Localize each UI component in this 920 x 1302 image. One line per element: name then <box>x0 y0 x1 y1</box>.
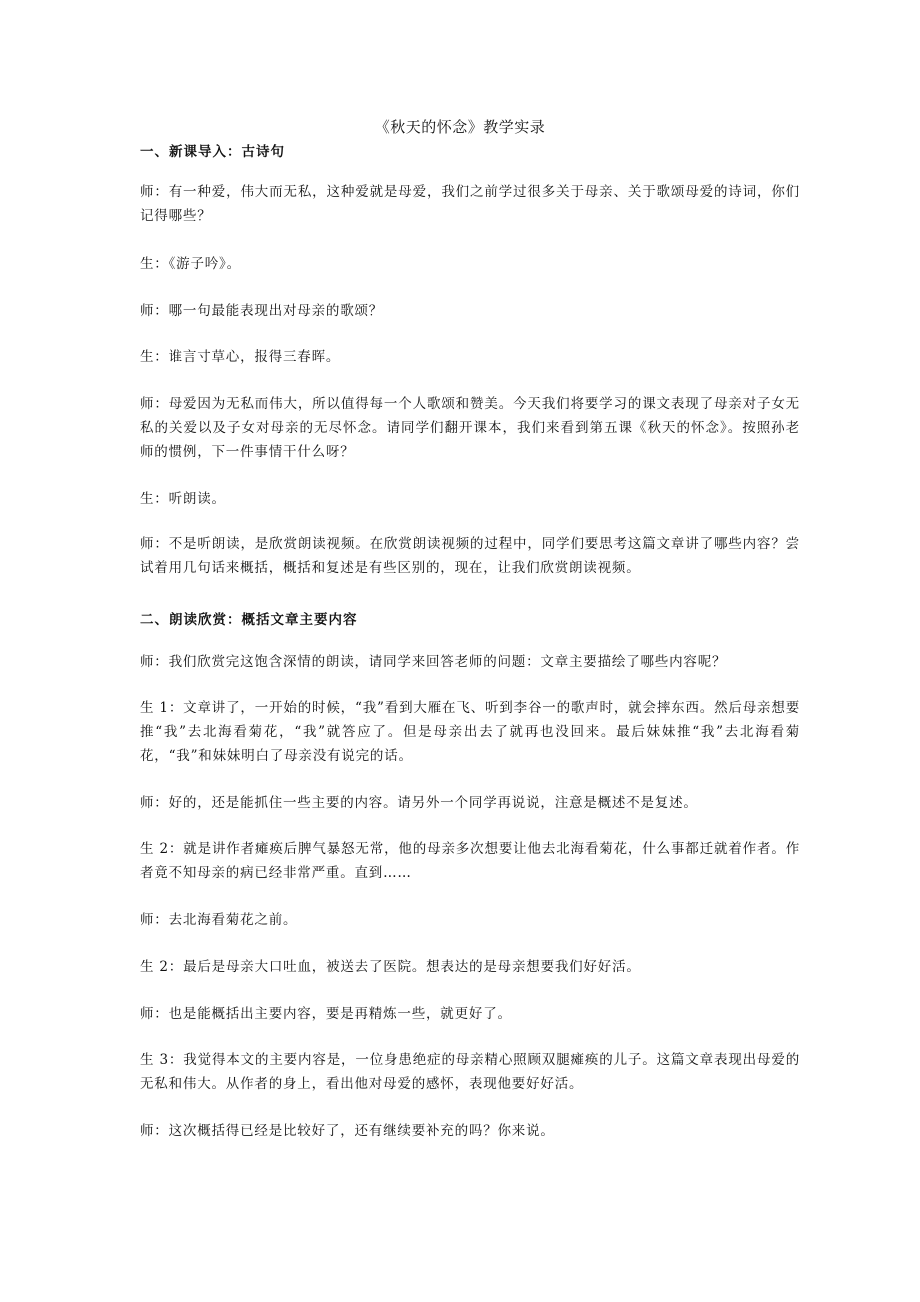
dialogue-paragraph: 生：谁言寸草心，报得三春晖。 <box>140 349 341 365</box>
dialogue-paragraph: 师：哪一句最能表现出对母亲的歌颂？ <box>140 303 384 319</box>
dialogue-paragraph: 生 1：文章讲了，一开始的时候，“我”看到大雁在飞、听到李谷一的歌声时，就会摔东西。然后母亲想要推“我”去北海看菊花，“我”就答应了。但是母亲出去了就再也没回来。最后妹妹推“我”去北海看菊花，“我”和妹妹明白了母亲没有说完的话。 <box>140 700 800 764</box>
page-title: 《秋天的怀念》教学实录 <box>374 118 546 136</box>
dialogue-paragraph: 生：《游子吟》。 <box>140 256 241 272</box>
section-heading-reading: 二、朗读欣赏：概括文章主要内容 <box>140 612 358 628</box>
dialogue-paragraph: 生 3：我觉得本文的主要内容是，一位身患绝症的母亲精心照顾双腿瘫痪的儿子。这篇文章表现出母爱的无私和伟大。从作者的身上，看出他对母爱的感怀，表现他要好好活。 <box>140 1052 800 1092</box>
dialogue-paragraph: 生 2：就是讲作者瘫痪后脾气暴怒无常，他的母亲多次想要让他去北海看菊花，什么事都迁就着作者。作者竟不知母亲的病已经非常严重。直到…… <box>140 841 800 881</box>
dialogue-paragraph: 生：听朗读。 <box>140 491 226 507</box>
dialogue-paragraph: 师：去北海看菊花之前。 <box>140 912 298 928</box>
dialogue-paragraph: 师：有一种爱，伟大而无私，这种爱就是母爱，我们之前学过很多关于母亲、关于歌颂母爱的诗词，你们记得哪些？ <box>140 184 800 224</box>
dialogue-paragraph: 师：不是听朗读，是欣赏朗读视频。在欣赏朗读视频的过程中，同学们要思考这篇文章讲了哪些内容？尝试着用几句话来概括，概括和复述是有些区别的，现在，让我们欣赏朗读视频。 <box>140 536 800 576</box>
dialogue-paragraph: 师：母爱因为无私而伟大，所以值得每一个人歌颂和赞美。今天我们将要学习的课文表现了母亲对子女无私的关爱以及子女对母亲的无尽怀念。请同学们翻开课本，我们来看到第五课《秋天的怀念》。按照孙老师的惯例，下一件事情干什么呀？ <box>140 396 800 460</box>
dialogue-paragraph: 师：这次概括得已经是比较好了，还有继续要补充的吗？你来说。 <box>140 1123 555 1139</box>
dialogue-paragraph: 生 2：最后是母亲大口吐血，被送去了医院。想表达的是母亲想要我们好好活。 <box>140 959 641 975</box>
dialogue-paragraph: 师：也是能概括出主要内容，要是再精炼一些，就更好了。 <box>140 1006 512 1022</box>
dialogue-paragraph: 师：好的，还是能抓住一些主要的内容。请另外一个同学再说说，注意是概述不是复述。 <box>140 795 698 811</box>
dialogue-paragraph: 师：我们欣赏完这饱含深情的朗读，请同学来回答老师的问题：文章主要描绘了哪些内容呢？ <box>140 654 727 670</box>
section-heading-intro: 一、新课导入：古诗句 <box>140 144 285 160</box>
